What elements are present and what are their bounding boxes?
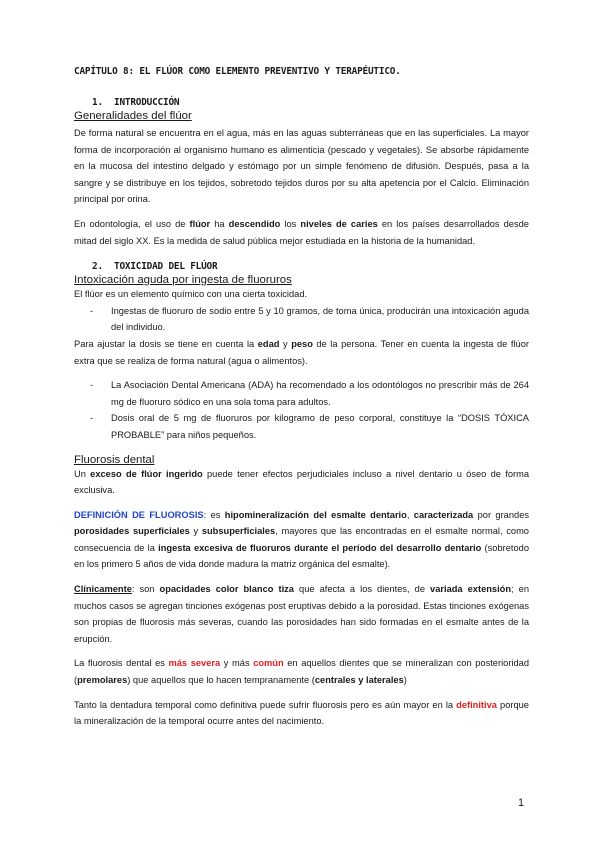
text-run: y — [189, 526, 202, 537]
text-run: ) que aquellos que lo hacen tempranamente ( — [127, 675, 315, 686]
text-run: y — [279, 338, 292, 349]
text-run: ) — [403, 675, 407, 686]
bold-run: flúor — [189, 218, 211, 229]
text-run: La fluorosis dental es — [74, 658, 169, 669]
text-run: en los países desarrollados desde mitad del siglo XX. Es la medida de salud pública mejor estudiada en la historia de la humanidad. — [74, 218, 529, 246]
list-item: - Dosis oral de 5 mg de fluoruros por kilogramo de peso corporal, constituye la “DOSIS TÓXICA PROBABLE” para niños pequeños. — [74, 410, 529, 443]
text-run: de la persona. Tener en cuenta la ingesta de flúor extra que se realiza de forma natural (agua o alimentos). — [74, 338, 529, 366]
section-heading-toxicidad — [92, 261, 529, 272]
paragraph-toxicidad-intro: El flúor es un elemento químico con una cierta toxicidad. — [74, 289, 308, 300]
text-run: en aquellos dientes que se mineralizan con posterioridad ( — [74, 658, 529, 686]
text-run: que afecta a los dientes, de — [293, 584, 431, 595]
paragraph-dosis — [74, 336, 529, 369]
bold-run: edad — [257, 338, 280, 349]
dash-list-ingestas — [74, 303, 529, 336]
bold-run: porosidades superficiales — [74, 526, 190, 537]
text-run: porque la mineralización de la temporal ocurre antes del nacimiento. — [74, 699, 529, 727]
section-number: 1. — [92, 97, 103, 108]
paragraph-severidad — [74, 655, 529, 688]
section-title: TOXICIDAD DEL FLÚOR — [114, 261, 218, 273]
text-run: : es — [203, 509, 225, 520]
bold-run: descendido — [228, 218, 281, 229]
subheading-generalidades: Generalidades del flúor — [74, 110, 192, 122]
paragraph-exceso — [74, 466, 529, 499]
bold-run: subsuperficiales — [201, 526, 276, 537]
page-content — [74, 66, 529, 730]
text-run: : son — [131, 584, 160, 595]
subheading-fluorosis: Fluorosis dental — [74, 453, 155, 466]
page-number: 1 — [518, 797, 525, 809]
text-run: Un — [74, 468, 91, 479]
text-run: Tanto la dentadura temporal como definitiva puede sufrir fluorosis pero es aún mayor en la — [74, 699, 457, 710]
emphasis-run: más severa — [168, 658, 221, 669]
list-item: - La Asociación Dental Americana (ADA) ha recomendado a los odontólogos no prescribir más de 264 mg de fluoruro sódico en una sola toma para adultos. — [74, 377, 529, 410]
bold-run: opacidades color blanco tiza — [159, 584, 294, 595]
bold-run: peso — [291, 338, 313, 349]
emphasis-run: definitiva — [456, 699, 497, 710]
text-run: los — [280, 218, 301, 229]
definition-label: DEFINICIÓN DE FLUOROSIS — [74, 509, 204, 520]
paragraph-temporal — [74, 697, 529, 730]
list-item: - Ingestas de fluoruro de sodio entre 5 y 10 gramos, de toma única, producirán una intoxicación aguda del individuo. — [74, 303, 529, 336]
text-run: Para ajustar la dosis se tiene en cuenta la — [74, 338, 258, 349]
text-run: (sobretodo en los primero 5 años de vida donde madura la matriz orgánica del esmalte). — [74, 542, 529, 570]
text-run: puede tener efectos perjudiciales incluso a nivel dentario u óseo de forma exclusiva. — [74, 468, 530, 496]
bold-run: exceso de flúor ingerido — [90, 468, 203, 479]
bold-run: hipomineralización del esmalte dentario — [224, 509, 407, 520]
dash-list-dosis — [74, 377, 529, 443]
paragraph-definicion — [74, 507, 529, 573]
text-run: ; en muchos casos se agregan tinciones exógenas post eruptivas debido a la porosidad. Estas tinciones exógenas son propias de fluorosis más severas, cuando las porosidades han sido formadas en el esmalte antes de la erupción. — [74, 584, 529, 644]
text-run: , mayores que las encontradas en el esmalte normal, como consecuencia de la — [74, 526, 529, 553]
bold-run: caracterizada — [413, 509, 474, 520]
bold-run: ingesta excesiva de fluoruros durante el período del desarrollo dentario — [158, 542, 482, 553]
text-run: ha — [210, 218, 229, 229]
emphasis-run: común — [253, 658, 284, 669]
text-run: , — [406, 509, 414, 520]
section-title: INTRODUCCIÓN — [114, 97, 180, 108]
paragraph-odontologia — [74, 216, 529, 249]
section-heading-introduccion — [92, 97, 529, 108]
bold-run: premolares — [77, 675, 128, 686]
paragraph-clinicamente — [74, 581, 529, 647]
bold-run: centrales y laterales — [314, 675, 404, 686]
paragraph-generalidades: De forma natural se encuentra en el agua, más en las aguas subterráneas que en las superficiales. La mayor forma de incorporación al organismo humano es alimenticia (pescado y vegetales). Se absorbe rápidamente en la mucosa del intestino delgado y estómago por un simple fenómeno de difusión. Después, pasa a la sangre y se distribuye en los tejidos, sobretodo tejidos duros por su alta apetencia por el Calcio. Eliminación principal por orina. — [74, 128, 529, 205]
text-run: por grandes — [473, 509, 530, 520]
text-run: y más — [220, 658, 254, 669]
section-number: 2. — [92, 261, 103, 273]
bold-run: variada extensión — [430, 584, 512, 595]
chapter-title: CAPÍTULO 8: EL FLÚOR COMO ELEMENTO PREVENTIVO Y TERAPÉUTICO. — [74, 66, 401, 77]
subheading-intoxicacion: Intoxicación aguda por ingesta de fluoruros — [74, 274, 292, 287]
clinical-label: Clínicamente — [74, 584, 132, 595]
bold-run: niveles de caries — [300, 218, 378, 229]
text-run: En odontología, el uso de — [74, 218, 190, 229]
